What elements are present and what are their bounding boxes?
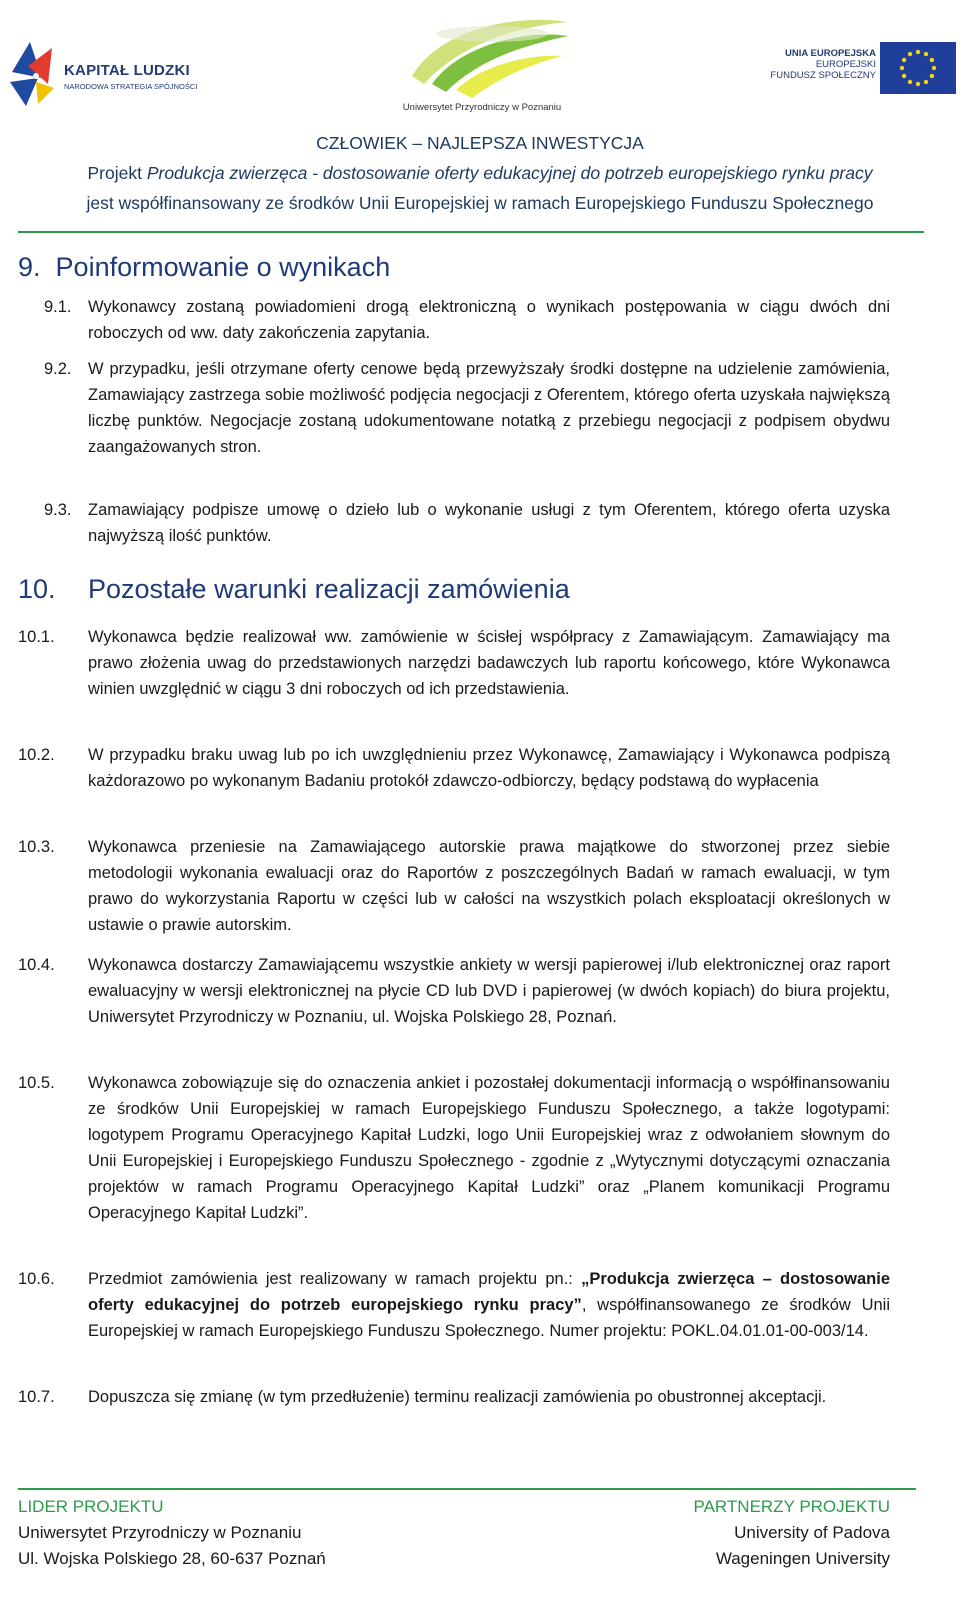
footer-leader: [18, 1494, 326, 1572]
footer-rule: [18, 1488, 916, 1490]
item-text-after: , współfinansowanego ze środków Unii Europejskiej w ramach Europejskiego Funduszu Społecznego. Numer projektu: POKL.04.01.01-00-003/14.: [88, 1296, 890, 1340]
item-text: Wykonawcy zostaną powiadomieni drogą elektroniczną o wynikach postępowania w ciągu dwóch dni roboczych od ww. daty zakończenia zapytania.: [88, 298, 890, 342]
item-text: Wykonawca dostarczy Zamawiającemu wszystkie ankiety w wersji papierowej i/lub elektronicznej oraz raport ewaluacyjny w wersji elektronicznej na płycie CD lub DVD i papierowej (w dwóch kopiach) do biura projektu, Uniwersytet Przyrodniczy w Poznaniu, ul. Wojska Polskiego 28, Poznań.: [88, 956, 890, 1026]
item-10-4: [18, 952, 890, 1056]
item-10-3: [18, 834, 890, 938]
eu-star-icon: [932, 66, 936, 70]
eu-star-icon: [930, 58, 934, 62]
university-logo: [372, 6, 592, 118]
item-text: W przypadku braku uwag lub po ich uwzględnieniu przez Wykonawcę, Zamawiający i Wykonawca podpiszą każdorazowo po wykonanym Badaniu protokół zdawczo-odbiorczy, będący podstawą do wypłacenia: [88, 746, 890, 790]
item-number: 10.7.: [18, 1388, 55, 1406]
item-number: 10.5.: [18, 1074, 55, 1092]
kapital-ludzki-emblem-icon: [8, 38, 64, 110]
item-number: 10.1.: [18, 628, 55, 646]
item-text: Dopuszcza się zmianę (w tym przedłużenie) terminu realizacji zamówienia po obustronnej akceptacji.: [88, 1388, 827, 1406]
header-project-line: [0, 163, 960, 184]
eu-star-icon: [908, 80, 912, 84]
eu-star-icon: [924, 80, 928, 84]
footer-leader-address: Ul. Wojska Polskiego 28, 60-637 Poznań: [18, 1549, 326, 1568]
project-title: Produkcja zwierzęca - dostosowanie oferty edukacyjnej do potrzeb europejskiego rynku pracy: [146, 163, 873, 183]
eu-star-icon: [908, 52, 912, 56]
university-swoosh-icon: [372, 6, 592, 102]
eu-logo-line3: FUNDUSZ SPOŁECZNY: [770, 70, 876, 81]
section-10-number: 10.: [18, 574, 56, 604]
item-number: 9.2.: [44, 360, 72, 378]
footer-leader-heading: LIDER PROJEKTU: [18, 1497, 164, 1516]
section-9-number: 9.: [18, 252, 41, 282]
eu-star-icon: [902, 74, 906, 78]
eu-logo-text: [770, 48, 876, 81]
item-text: W przypadku, jeśli otrzymane oferty cenowe będą przewyższały środki dostępne na udzielenie zamówienia, Zamawiający zastrzega sobie możliwość podjęcia negocjacji z Oferentem, którego oferta uzyskała największą liczbę punktów. Negocjacje zostaną udokumentowane notatką z przebiegu negocjacji z podpisem obydwu zaangażowanych stron.: [88, 360, 890, 456]
page-header: [0, 0, 960, 240]
eu-star-icon: [902, 58, 906, 62]
item-text: [88, 1266, 890, 1344]
item-number: 10.6.: [18, 1270, 55, 1288]
header-cofinance-line: jest współfinansowany ze środków Unii Europejskiej w ramach Europejskiego Funduszu Społecznego: [86, 193, 874, 213]
item-number: 10.3.: [18, 838, 55, 856]
project-name-bold: „Produkcja zwierzęca – dostosowanie oferty edukacyjnej do potrzeb europejskiego rynku pracy”: [88, 1270, 891, 1314]
header-slogan: CZŁOWIEK – NAJLEPSZA INWESTYCJA: [316, 133, 644, 153]
section-10-heading: [18, 574, 570, 605]
section-10-title: Pozostałe warunki realizacji zamówienia: [88, 574, 570, 604]
kapital-ludzki-logo: [8, 38, 218, 110]
eu-flag-icon: [880, 42, 956, 94]
item-10-5: [18, 1070, 890, 1252]
section-9-title: Poinformowanie o wynikach: [55, 252, 391, 282]
eu-star-icon: [900, 66, 904, 70]
item-9-2: [18, 356, 890, 486]
eu-star-icon: [916, 82, 920, 86]
item-text: Wykonawca będzie realizował ww. zamówienie w ścisłej współpracy z Zamawiającym. Zamawiający ma prawo złożenia uwag do przedstawionych narzędzi badawczych lub raportu końcowego, które Wykonawca winien uwzględnić w ciągu 3 dni roboczych od ich przedstawienia.: [88, 628, 890, 698]
item-number: 9.3.: [44, 501, 72, 519]
eu-logo: [760, 42, 960, 102]
item-number: 9.1.: [44, 298, 72, 316]
eu-logo-line2: EUROPEJSKI: [815, 59, 876, 70]
university-logo-name: Uniwersytet Przyrodniczy w Poznaniu: [402, 102, 562, 113]
item-text: Wykonawca zobowiązuje się do oznaczenia ankiet i pozostałej dokumentacji informacją o współfinansowaniu ze środków Unii Europejskiej w ramach Europejskiego Funduszu Społecznego, a także logotypami: logotypem Programu Operacyjnego Kapitał Ludzki, logo Unii Europejskiej wraz z odwołaniem słownym do Unii Europejskiej i Europejskiego Funduszu Społecznego - zgodnie z „Wytycznymi dotyczącymi oznaczania projektów w ramach Programu Operacyjnego Kapitał Ludzki” oraz „Planem komunikacji Programu Operacyjnego Kapitał Ludzki”.: [88, 1074, 890, 1222]
footer-partner-2: Wageningen University: [715, 1549, 890, 1568]
header-rule: [18, 231, 924, 233]
eu-logo-line1: UNIA EUROPEJSKA: [785, 48, 876, 59]
footer-partners: [694, 1494, 890, 1572]
eu-star-icon: [924, 52, 928, 56]
item-text-before: Przedmiot zamówienia jest realizowany w ramach projektu pn.:: [88, 1270, 582, 1288]
item-number: 10.4.: [18, 956, 55, 974]
footer-partner-1: University of Padova: [734, 1523, 890, 1542]
item-10-7: [18, 1384, 890, 1436]
eu-star-icon: [916, 50, 920, 54]
footer-partners-heading: PARTNERZY PROJEKTU: [693, 1497, 890, 1516]
item-text: Zamawiający podpisze umowę o dzieło lub o wykonanie usługi z tym Oferentem, którego oferta uzyska najwyższą ilość punktów.: [88, 501, 890, 545]
kapital-ludzki-title: KAPITAŁ LUDZKI: [64, 62, 190, 79]
footer-leader-name: Uniwersytet Przyrodniczy w Poznaniu: [18, 1523, 302, 1542]
section-9-heading: [18, 252, 390, 283]
item-9-1: [18, 294, 890, 346]
item-10-6: [18, 1266, 890, 1370]
item-10-1: [18, 624, 890, 728]
item-text: Wykonawca przeniesie na Zamawiającego autorskie prawa majątkowe do stworzonej przez siebie metodologii wykonania ewaluacji oraz do Raportów z poszczególnych Badań w ramach ewaluacji, w tym prawo do wykorzystania Raportu w części lub w całości na wszystkich polach eksploatacji określonych w ustawie o prawie autorskim.: [88, 838, 890, 934]
kapital-ludzki-subtitle: NARODOWA STRATEGIA SPÓJNOŚCI: [64, 82, 198, 91]
item-9-3: [18, 497, 890, 549]
eu-star-icon: [930, 74, 934, 78]
item-number: 10.2.: [18, 746, 55, 764]
project-prefix: Projekt: [87, 163, 147, 183]
item-10-2: [18, 742, 890, 820]
